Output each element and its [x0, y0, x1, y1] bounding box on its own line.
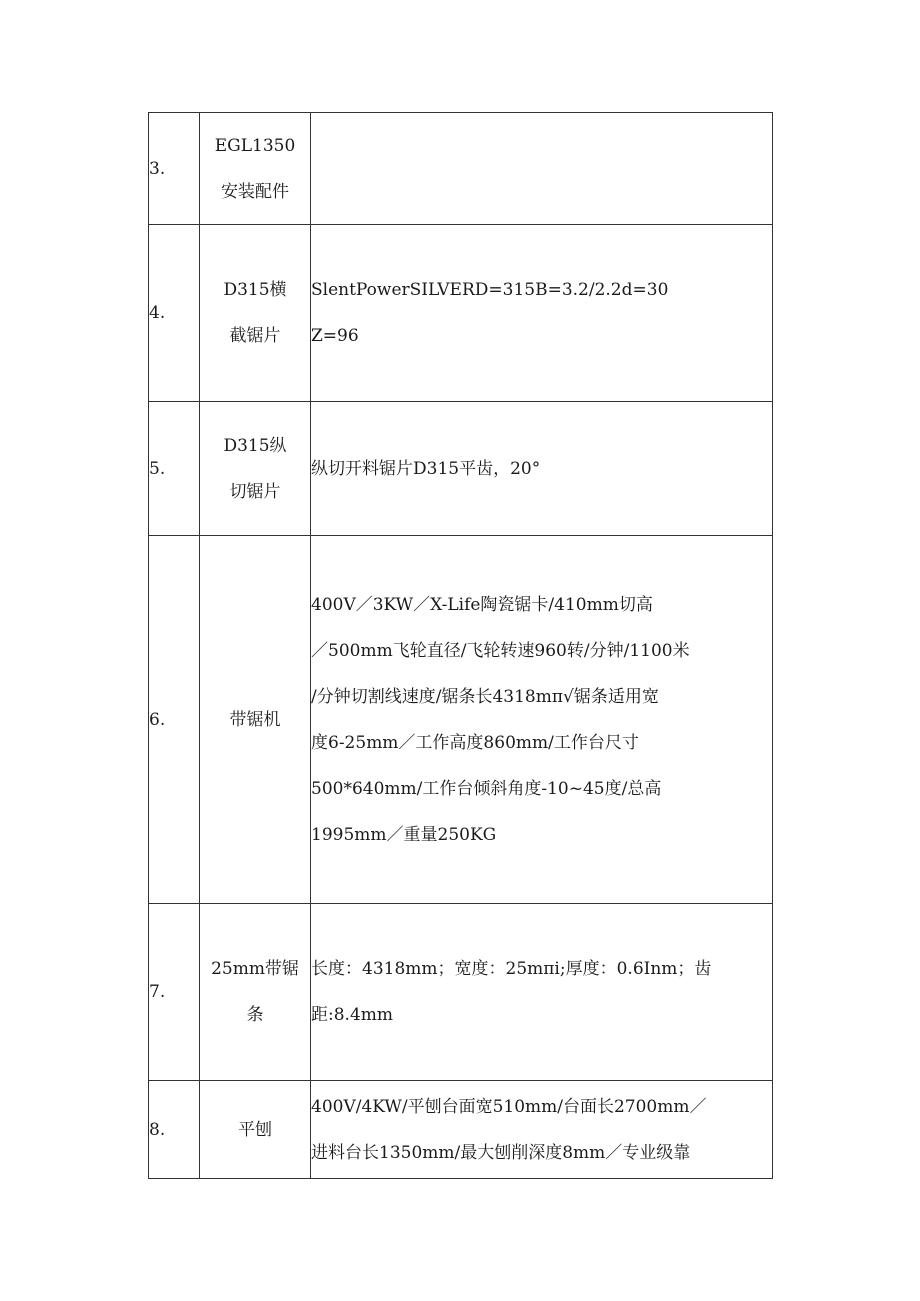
item-spec-text: 长度：4318mm；宽度：25mπi;厚度：0.6Inm；齿 距:8.4mm: [311, 959, 712, 1025]
table-row: [149, 402, 773, 536]
item-name: [200, 225, 311, 402]
item-spec: [311, 402, 773, 536]
item-name: [200, 904, 311, 1081]
item-spec: [311, 904, 773, 1081]
row-number: 5.: [149, 402, 200, 536]
item-spec: [311, 1081, 773, 1179]
item-spec-text: 纵切开料锯片D315平齿，20°: [311, 458, 541, 479]
item-name: [200, 113, 311, 225]
item-name: [200, 402, 311, 536]
item-name-text: D315横 截锯片: [223, 280, 287, 346]
item-name-text: EGL1350 安装配件: [214, 135, 296, 202]
item-spec: [311, 113, 773, 225]
item-name-text: 25mm带锯 条: [211, 959, 299, 1025]
row-number: 6.: [149, 536, 200, 904]
item-name: [200, 536, 311, 904]
item-spec-text: 400V／3KW／X-Life陶瓷锯卡/410mm切高 ／500mm飞轮直径/飞轮转速960转/分钟/1100米 /分钟切割线速度/锯条长4318mπ√锯条适用宽 度6-25mm／工作高度860mm/工作台尺寸 500*640mm/工作台倾斜角度-10~45度/总高 1995mm／重量250KG: [311, 594, 690, 845]
equipment-spec-table: [148, 112, 773, 1179]
item-name-text: D315纵 切锯片: [223, 435, 287, 502]
item-spec-text: SlentPowerSILVERD=315B=3.2/2.2d=30 Z=96: [311, 280, 669, 346]
table-row: [149, 536, 773, 904]
item-name: [200, 1081, 311, 1179]
table-row: [149, 113, 773, 225]
table-row: [149, 904, 773, 1081]
item-spec-text: 400V/4KW/平刨台面宽510mm/台面长2700mm／ 进料台长1350mm/最大刨削深度8mm／专业级靠: [311, 1096, 707, 1163]
item-name-text: 平刨: [238, 1119, 272, 1140]
row-number: 4.: [149, 225, 200, 402]
table-row: [149, 1081, 773, 1179]
item-spec: [311, 536, 773, 904]
table-row: [149, 225, 773, 402]
row-number: 3.: [149, 113, 200, 225]
row-number: 7.: [149, 904, 200, 1081]
row-number: 8.: [149, 1081, 200, 1179]
item-name-text: 带锯机: [229, 709, 281, 730]
item-spec: [311, 225, 773, 402]
